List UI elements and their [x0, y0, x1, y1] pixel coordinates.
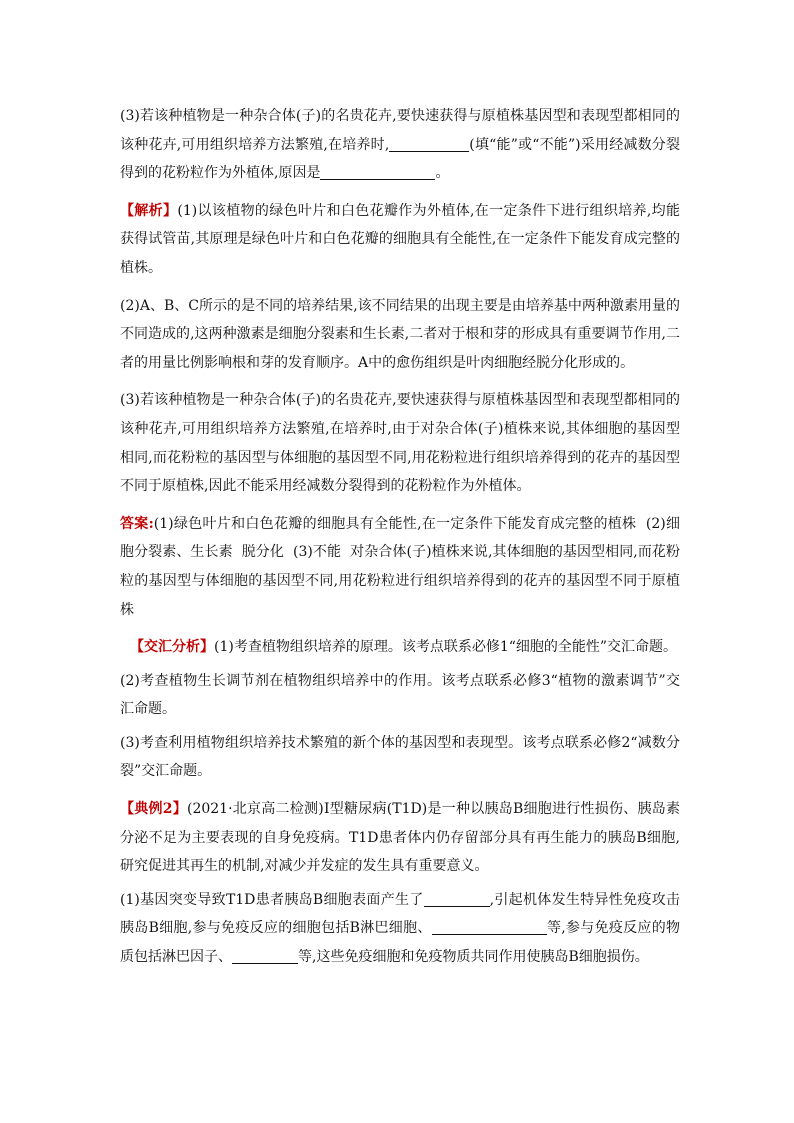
example-2-q1-text-4: 等,这些免疫细胞和免疫物质共同作用使胰岛B细胞损伤。: [298, 949, 649, 966]
example-2-text: (2021·北京高二检测)Ⅰ型糖尿病(T1D)是一种以胰岛B细胞进行性损伤、胰岛素分泌不足为主要表现的自身免疫病。T1D患者体内仍存留部分具有再生能力的胰岛B细胞,研究促进其再生的机制,对减少并发症的发生具有重要意义。: [120, 801, 680, 875]
cross-analysis-paragraph-2: (2)考查植物生长调节剂在植物组织培养中的作用。该考点联系必修3“植物的激素调节”交汇命题。: [120, 672, 680, 718]
analysis-paragraph-3: (3)若该种植物是一种杂合体(子)的名贵花卉,要快速获得与原植株基因型和表现型都相同的该种花卉,可用组织培养方法繁殖,在培养时,由于对杂合体(子)植株来说,其体细胞的基因型相同,而花粉粒的基因型与体细胞的基因型不同,用花粉粒进行组织培养得到的花卉的基因型不同于原植株,因此不能采用经减数分裂得到的花粉粒作为外植体。: [120, 392, 680, 495]
example-2-q1-text-3: 等,参与免疫反应的物质包括淋巴因子、: [120, 920, 681, 966]
answer-blank-antigen[interactable]: [424, 888, 490, 907]
answer-text: (1)绿色叶片和白色花瓣的细胞具有全能性,在一定条件下能发育成完整的植株 (2)细胞分裂素、生长素 脱分化 (3)不能 对杂合体(子)植株来说,其体细胞的基因型相同,而花粉粒的基因型与体细胞的基因型不同,用花粉粒进行组织培养得到的花卉的基因型不同于原植株: [120, 515, 680, 618]
question-3-text-3: 。: [435, 165, 450, 182]
example-2-label: 【典例2】: [120, 801, 187, 818]
analysis-text-1: (1)以该植物的绿色叶片和白色花瓣作为外植体,在一定条件下进行组织培养,均能获得试管苗,其原理是绿色叶片和白色花瓣的细胞具有全能性,在一定条件下能发育成完整的植株。: [120, 202, 681, 276]
answer-blank-can-or-cannot[interactable]: [389, 133, 469, 152]
cross-analysis-paragraph-3: (3)考查利用植物组织培养技术繁殖的新个体的基因型和表现型。该考点联系必修2“减数分裂”交汇命题。: [120, 734, 680, 780]
example-2-q1-text-2: ,引起机体发生特异性免疫攻击胰岛B细胞,参与免疫反应的细胞包括B淋巴细胞、: [120, 891, 680, 937]
question-3-text-1: (3)若该种植物是一种杂合体(子)的名贵花卉,要快速获得与原植株基因型和表现型都相同的该种花卉,可用组织培养方法繁殖,在培养时,: [120, 108, 680, 153]
answer-label: 答案:: [120, 515, 154, 532]
cross-analysis-text-1: (1)考查植物组织培养的原理。该考点联系必修1“细胞的全能性”交汇命题。: [214, 639, 678, 656]
cross-analysis-label: 【交汇分析】: [130, 639, 214, 656]
analysis-paragraph-1: [120, 197, 680, 283]
example-2-q1-text-1: (1)基因突变导致T1D患者胰岛B细胞表面产生了: [120, 891, 424, 908]
cross-analysis-paragraph-1: [120, 633, 680, 662]
example-2-question-1: [120, 886, 680, 972]
analysis-label: 【解析】: [120, 202, 178, 219]
analysis-paragraph-2: (2)A、B、C所示的是不同的培养结果,该不同结果的出现主要是由培养基中两种激素用量的不同造成的,这两种激素是细胞分裂素和生长素,二者对于根和芽的形成具有重要调节作用,二者的用量比例影响根和芽的发育顺序。A中的愈伤组织是叶肉细胞经脱分化形成的。: [120, 297, 680, 371]
answer-blank-reason[interactable]: [320, 161, 435, 180]
answer-paragraph: [120, 510, 680, 624]
answer-blank-immune-substances[interactable]: [232, 945, 298, 964]
example-2-intro: [120, 795, 680, 881]
answer-blank-immune-cells[interactable]: [432, 916, 547, 935]
question-3: [120, 102, 680, 188]
document-page: [120, 102, 680, 977]
question-3-text-2: (填“能”或“不能”)采用经减数分裂得到的花粉粒作为外植体,原因是: [120, 136, 680, 182]
